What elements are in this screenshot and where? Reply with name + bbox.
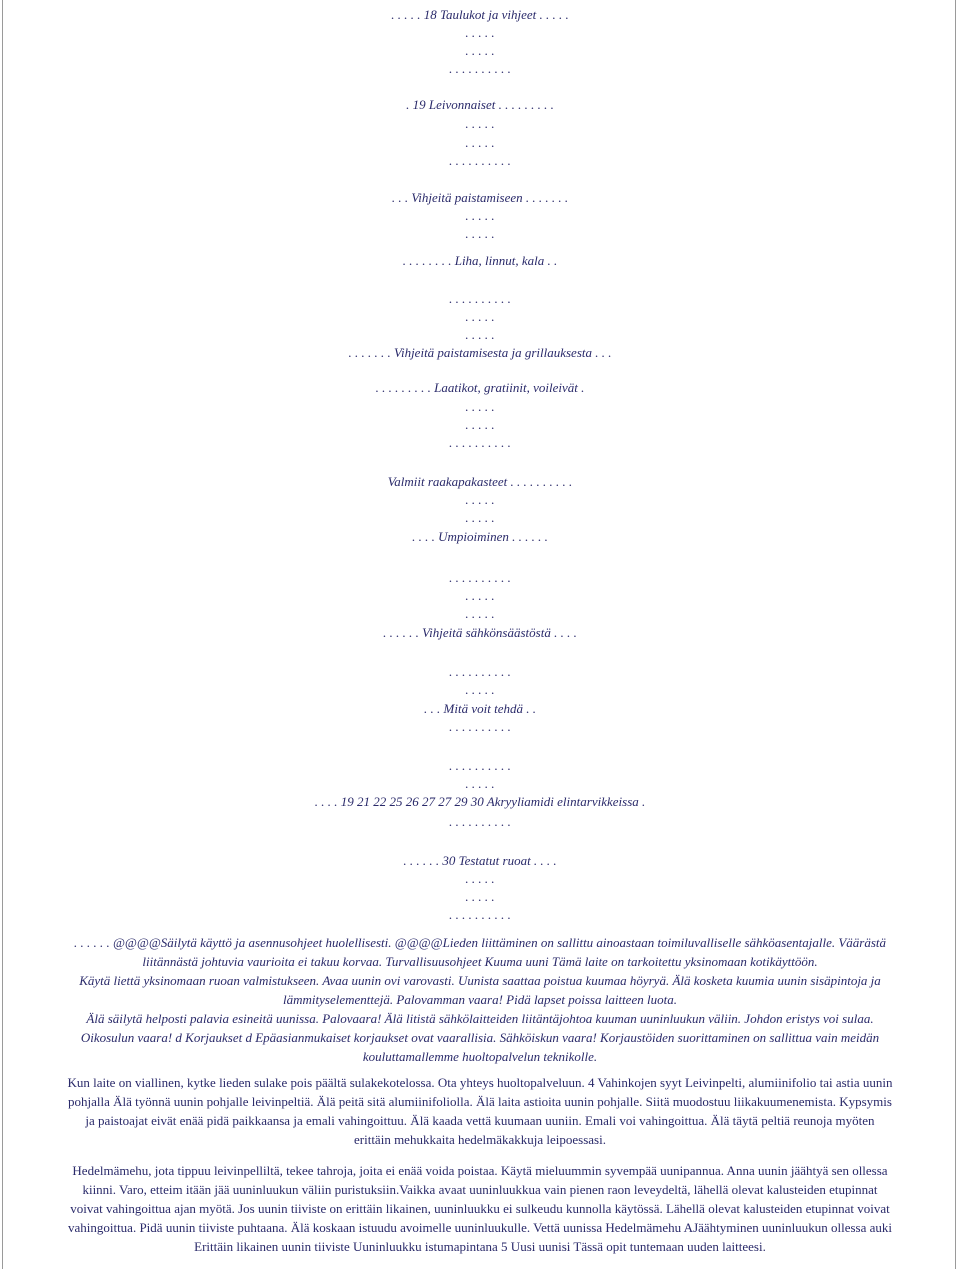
toc-line: . . . . . . . . Liha, linnut, kala . .	[402, 253, 558, 268]
paragraph-line: Käytä liettä yksinomaan ruoan valmistukseen. Avaa uunin ovi varovasti. Uunista saattaa poistua kuumaa höyryä. Älä kosketa kuumia uunin sisäpintoja ja	[79, 973, 881, 988]
paragraph-line: . . . . . . @@@@Säilytä käyttö ja asennusohjeet huolellisesti. @@@@Lieden liittäminen on sallittu ainoastaan toimiluvalliselle sähköasentajalle. Väärästä	[73, 935, 887, 950]
toc-line: . . . Vihjeitä paistamiseen . . . . . . .	[391, 190, 569, 205]
toc-line: . . . . .	[465, 417, 495, 432]
paragraph-line: Älä säilytä helposti palavia esineitä uunissa. Palovaara! Älä litistä sähkölaitteiden liitäntäjohtoa kuuman uuninluukun väliin. Johdon eristys voi sulaa.	[86, 1011, 874, 1026]
toc-line: . . . . . . . . . .	[449, 664, 511, 679]
paragraph-line: erittäin mehukkaita hedelmäkakkuja leipoessasi.	[354, 1132, 606, 1147]
toc-line: . . . . Umpioiminen . . . . . .	[412, 529, 548, 544]
toc-line: . . . . .	[465, 889, 495, 904]
toc-line: . . . . .	[465, 116, 495, 131]
toc-line: . . . . .	[465, 682, 495, 697]
toc-line: . . . . . . Vihjeitä sähkönsäästöstä . . . .	[383, 625, 577, 640]
paragraph-line: lämmityselementtejä. Palovamman vaara! Pidä lapset poissa laitteen luota.	[283, 992, 677, 1007]
toc-line: . . . . .	[465, 135, 495, 150]
paragraph-line: Erittäin likainen uunin tiiviste Uuninluukku istumapintana 5 Uusi uunisi Tässä opit tuntemaan uuden laitteesi.	[194, 1239, 766, 1254]
paragraph-line: Hedelmämehu, jota tippuu leivinpelliltä, tekee tahroja, joita ei enää voida poistaa. Käytä mieluummin syvempää uunipannua. Anna uunin jäähtyä sen ollessa	[72, 1163, 888, 1178]
paragraph-line: pohjalla Älä työnnä uunin pohjalle leivinpeltiä. Älä peitä sitä alumiinifoliolla. Älä laita astioita uunin pohjalle. Siitä muodostuu liikakuumenemista. Kypsymis	[68, 1094, 892, 1109]
toc-line: . . . . 19 21 22 25 26 27 27 29 30 Akryyliamidi elintarvikkeissa .	[314, 794, 646, 809]
toc-line: . . . . . . 30 Testatut ruoat . . . .	[403, 853, 557, 868]
toc-line: . . . . . . . . . .	[449, 570, 511, 585]
toc-line: . . . . .	[465, 776, 495, 791]
toc-line: . . . . . . . Vihjeitä paistamisesta ja grillauksesta . . .	[348, 345, 612, 360]
toc-line: . . . . . . . . . .	[449, 435, 511, 450]
toc-line: . . . Mitä voit tehdä . .	[424, 701, 536, 716]
paragraph-line: ja paistoajat eivät enää pidä paikkaansa ja emali vahingoittuu. Älä kaada vettä kuumaan uuniin. Emali voi vahingoittua. Älä täytä peltiä reunoja myöten	[85, 1113, 875, 1128]
toc-line: . . . . . . . . . .	[449, 153, 511, 168]
toc-line: Valmiit raakapakasteet . . . . . . . . . .	[387, 474, 573, 489]
toc-line: . . . . .	[465, 606, 495, 621]
toc-line: . . . . . . . . . .	[449, 61, 511, 76]
toc-line: . . . . .	[465, 25, 495, 40]
toc-line: . . . . . . . . . .	[449, 291, 511, 306]
toc-line: . . . . .	[465, 492, 495, 507]
toc-line: . . . . .	[465, 510, 495, 525]
toc-line: . . . . .	[465, 226, 495, 241]
toc-line: . . . . .	[465, 43, 495, 58]
toc-line: . . . . . . . . . .	[449, 907, 511, 922]
toc-line: . . . . . . . . . .	[449, 814, 511, 829]
toc-line: . 19 Leivonnaiset . . . . . . . . .	[406, 97, 554, 112]
paragraph-line: vahingoittua. Pidä uunin tiiviste puhtaana. Älä koskaan istuudu avoimelle uuninluukulle. Vettä uunissa Hedelmämehu AJäähtyminen uuninluukun ollessa auki	[67, 1220, 893, 1235]
toc-line: . . . . . . . . . .	[449, 719, 511, 734]
toc-line: . . . . .	[465, 588, 495, 603]
paragraph-line: liitännästä johtuvia vaurioita ei takuu korvaa. Turvallisuusohjeet Kuuma uuni Tämä laite on tarkoitettu yksinomaan kotikäyttöön.	[142, 954, 818, 969]
toc-line: . . . . . . . . . .	[449, 758, 511, 773]
toc-line: . . . . .	[465, 871, 495, 886]
toc-line: . . . . . . . . . Laatikot, gratiinit, voileivät .	[375, 380, 585, 395]
paragraph-line: kouluttamallemme huoltopalvelun teknikolle.	[362, 1049, 598, 1064]
paragraph-line: kiinni. Varo, etteim itään jää uuninluukun väliin puristuksiin.Vaikka avaat uuninluukkua vain pienen raon leveydeltä, lähellä olevat kalusteiden etupinnat	[82, 1182, 878, 1197]
paragraph-line: voivat vahingoittua ajan myötä. Jos uunin tiiviste on erittäin likainen, uuninluukku ei sulkeudu kunnolla käytössä. Lähellä olevat kalusteiden etupinnat voivat	[70, 1201, 890, 1216]
paragraph-line: Kun laite on viallinen, kytke lieden sulake pois päältä sulakekotelossa. Ota yhteys huoltopalveluun. 4 Vahinkojen syyt Leivinpelti, alumiinifolio tai astia uunin	[67, 1075, 893, 1090]
toc-line: . . . . .	[465, 327, 495, 342]
toc-line: . . . . .	[465, 399, 495, 414]
toc-line: . . . . .	[465, 208, 495, 223]
paragraph-line: Oikosulun vaara! d Korjaukset d Epäasianmukaiset korjaukset ovat vaarallisia. Sähköiskun vaara! Korjaustöiden suorittaminen on sallittua vain meidän	[80, 1030, 880, 1045]
toc-line: . . . . . 18 Taulukot ja vihjeet . . . . .	[391, 7, 569, 22]
toc-line: . . . . .	[465, 309, 495, 324]
